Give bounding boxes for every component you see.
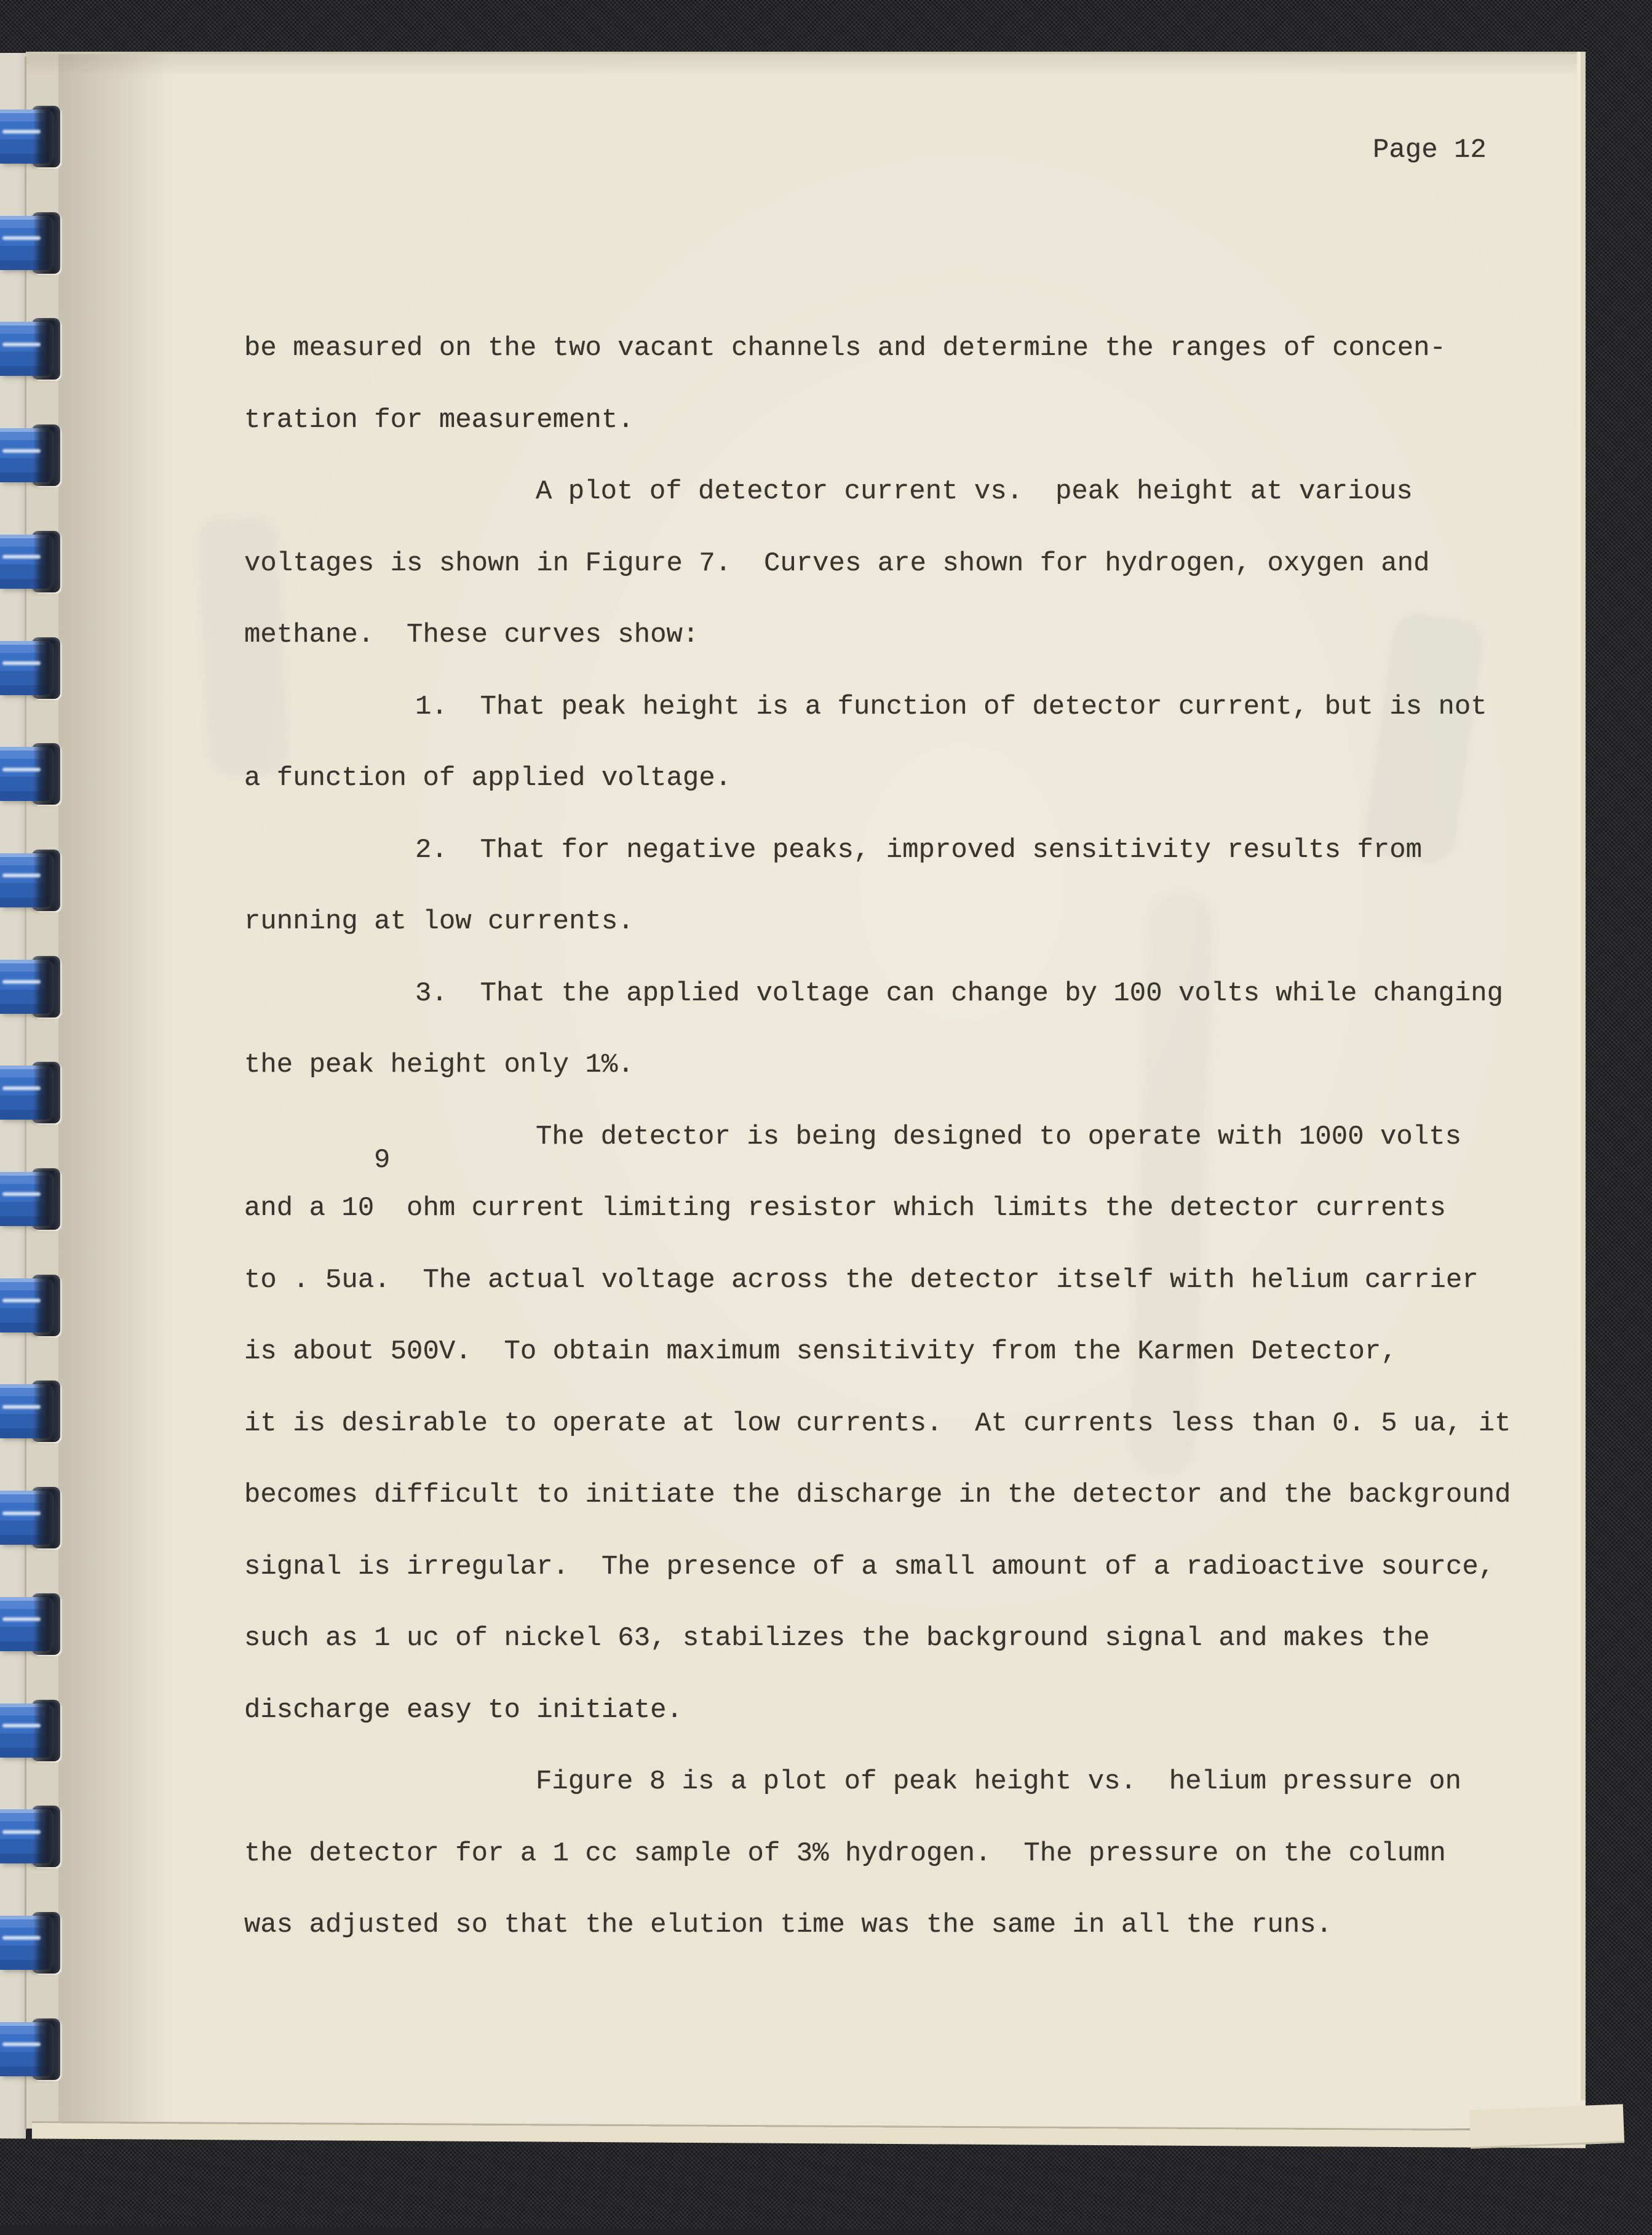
text-line: tration for measurement. bbox=[244, 404, 634, 436]
comb-tooth bbox=[0, 853, 54, 907]
comb-tooth bbox=[0, 641, 54, 695]
text-line: discharge easy to initiate. bbox=[244, 1694, 683, 1726]
comb-tooth bbox=[0, 1809, 54, 1863]
comb-tooth bbox=[0, 960, 54, 1014]
text-line: the peak height only 1%. bbox=[244, 1050, 634, 1080]
text-line: be measured on the two vacant channels and determine the ranges of concen- bbox=[244, 333, 1446, 364]
text-line: 1. That peak height is a function of detector current, but is not bbox=[415, 691, 1487, 722]
comb-tooth bbox=[0, 428, 54, 482]
exponent-superscript: 9 bbox=[374, 1145, 391, 1176]
comb-tooth bbox=[0, 1703, 54, 1758]
comb-tooth bbox=[0, 1384, 54, 1438]
text-line: 2. That for negative peaks, improved sensitivity results from bbox=[415, 834, 1423, 866]
comb-tooth bbox=[0, 1066, 54, 1120]
comb-tooth bbox=[0, 1278, 54, 1333]
text-line: a function of applied voltage. bbox=[244, 763, 732, 794]
underlying-page-corner bbox=[1469, 2104, 1624, 2149]
text-line: Figure 8 is a plot of peak height vs. helium pressure on bbox=[536, 1766, 1462, 1797]
comb-tooth bbox=[0, 535, 54, 589]
text-line: voltages is shown in Figure 7. Curves are shown for hydrogen, oxygen and bbox=[244, 548, 1430, 579]
comb-tooth bbox=[0, 747, 54, 801]
comb-tooth bbox=[0, 216, 54, 270]
text-line: the detector for a 1 cc sample of 3% hydrogen. The pressure on the column bbox=[244, 1838, 1446, 1869]
comb-tooth bbox=[0, 1491, 54, 1545]
comb-tooth bbox=[0, 1916, 54, 1970]
comb-tooth bbox=[0, 322, 54, 376]
cover-cloth-right bbox=[1586, 0, 1652, 2189]
text-line: The detector is being designed to operate with 1000 volts bbox=[536, 1121, 1462, 1152]
text-line: 3. That the applied voltage can change by 100 volts while changing bbox=[415, 978, 1504, 1009]
text-line: it is desirable to operate at low currents. At currents less than 0. 5 ua, it bbox=[244, 1408, 1511, 1439]
text-line: running at low currents. bbox=[244, 906, 634, 937]
comb-tooth bbox=[0, 1597, 54, 1651]
text-line: and a 10 ohm current limiting resistor which limits the detector currents bbox=[244, 1193, 1446, 1224]
text-line: becomes difficult to initiate the discharge in the detector and the background bbox=[244, 1480, 1511, 1510]
text-line: is about 500V. To obtain maximum sensitivity from the Karmen Detector, bbox=[244, 1336, 1397, 1367]
text-line: methane. These curves show: bbox=[244, 620, 699, 650]
text-line: to . 5ua. The actual voltage across the detector itself with helium carrier bbox=[244, 1264, 1479, 1296]
comb-tooth bbox=[0, 110, 54, 164]
text-line: signal is irregular. The presence of a small amount of a radioactive source, bbox=[244, 1551, 1495, 1582]
page-right-edge bbox=[1575, 52, 1586, 2100]
comb-tooth bbox=[0, 2022, 54, 2076]
text-line: A plot of detector current vs. peak height at various bbox=[536, 476, 1413, 507]
text-line: was adjusted so that the elution time was the same in all the runs. bbox=[244, 1910, 1333, 1940]
cover-cloth-top bbox=[0, 0, 1652, 52]
cover-cloth-bottom bbox=[0, 2138, 1652, 2235]
page-number: Page 12 bbox=[1373, 135, 1487, 165]
text-line: such as 1 uc of nickel 63, stabilizes the background signal and makes the bbox=[244, 1623, 1430, 1654]
comb-tooth bbox=[0, 1172, 54, 1226]
binding-shadow bbox=[58, 52, 194, 2129]
